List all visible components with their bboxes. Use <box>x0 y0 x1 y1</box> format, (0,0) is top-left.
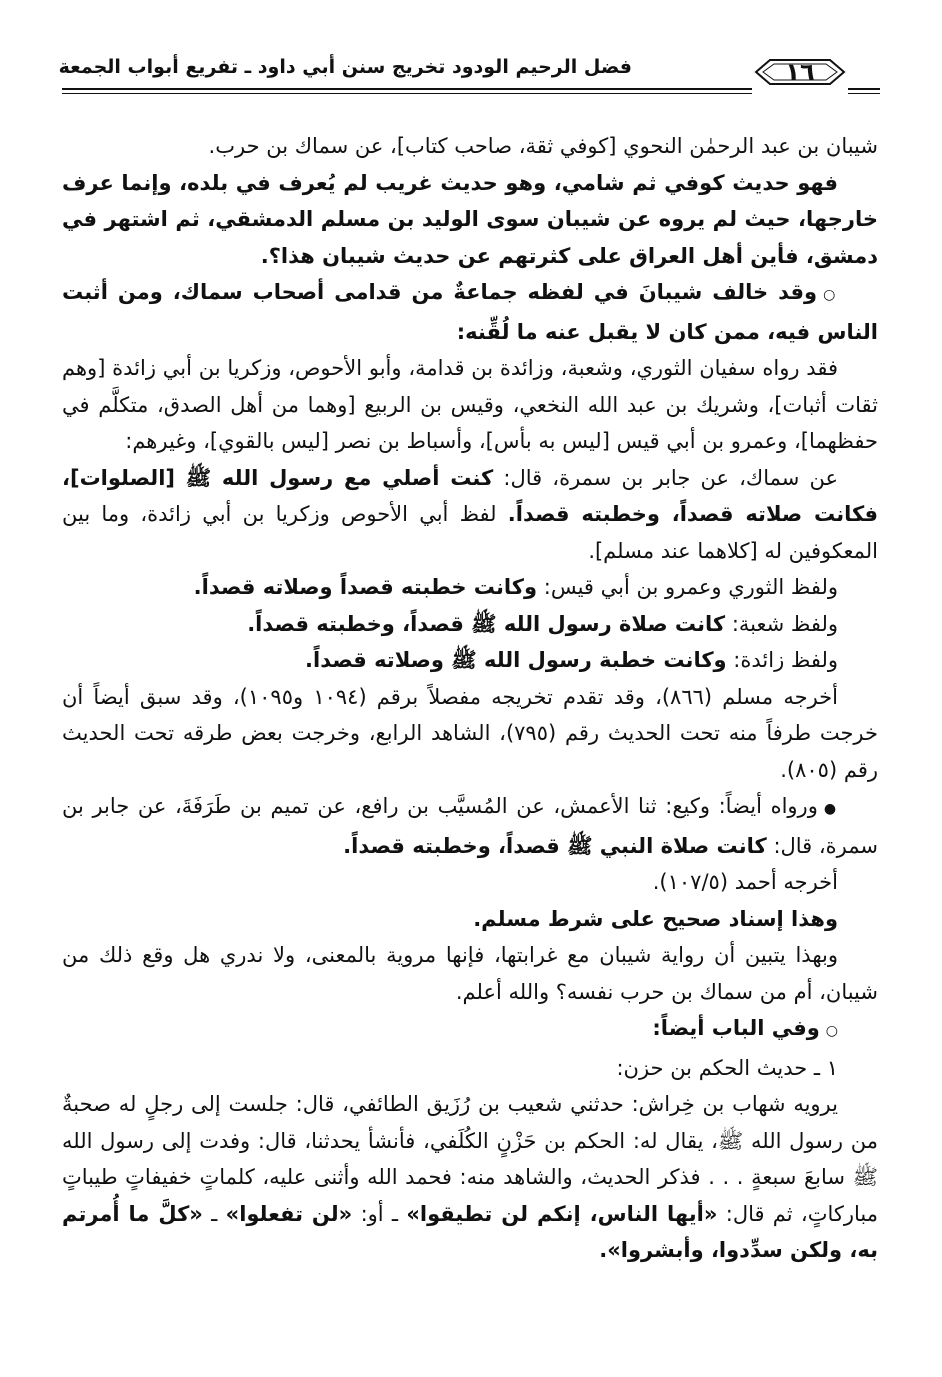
paragraph: شيبان بن عبد الرحمٰن النحوي [كوفي ثقة، صاحب كتاب]، عن سماك بن حرب. <box>208 134 878 158</box>
header-rule <box>62 93 752 94</box>
paragraph: أخرجه مسلم (٨٦٦)، وقد تقدم تخريجه مفصلاً برقم (١٠٩٤ و١٠٩٥)، وقد سبق أيضاً أن خرجت طرفاً منه تحت الحديث رقم (٧٩٥)، الشاهد الرابع، وخرجت بعض طرقه تحت الحديث رقم (٨٠٥). <box>62 684 878 782</box>
paragraph: يرويه شهاب بن خِراش: حدثني شعيب بن رُزَيق الطائفي، قال: جلست إلى رجلٍ له صحبةٌ من رسول الله ﷺ، يقال له: الحكم بن حَزْنٍ الكُلَفي، فأنشأ يحدثنا، قال: وفدت إلى رسول الله ﷺ سابعَ سبعةٍ . . . فذكر الحديث، والشاهد منه: فحمد الله وأثنى عليه، كلماتٍ خفيفاتٍ طيباتٍ مباركاتٍ، ثم قال: «أيها الناس، إنكم لن تطيقوا» ـ أو: «لن تفعلوا» ـ «كلَّ ما أُمرتم به، ولكن سدِّدوا، وأبشروا». <box>62 1092 878 1262</box>
paragraph: أخرجه أحمد (١٠٧/٥). <box>652 870 838 894</box>
header-rule <box>848 88 880 90</box>
page-number-ornament <box>752 52 848 92</box>
page-number: ١٦ <box>785 58 815 86</box>
paragraph: فهو حديث كوفي ثم شامي، وهو حديث غريب لم يُعرف في بلده، وإنما عرف خارجها، حيث لم يروه عن شيبان سوى الوليد بن مسلم الدمشقي، ثم اشتهر في دمشق، فأين أهل العراق على كثرتهم عن حديث شيبان هذا؟. <box>62 170 878 268</box>
header-rule <box>62 88 752 90</box>
subsection-heading: ١ ـ حديث الحكم بن حزن: <box>616 1055 838 1080</box>
circle-bullet-icon: ○ <box>823 287 838 303</box>
section-heading: ○وفي الباب أيضاً: <box>652 1016 838 1040</box>
paragraph: ولفظ شعبة: كانت صلاة رسول الله ﷺ قصداً، وخطبته قصداً. <box>247 611 838 636</box>
paragraph: عن سماك، عن جابر بن سمرة، قال: كنت أصلي مع رسول الله ﷺ [الصلوات]، فكانت صلاته قصداً، وخطبته قصداً. لفظ أبي الأحوص وزكريا بن أبي زائدة، وما بين المعكوفين له [كلاهما عند مسلم]. <box>62 465 878 563</box>
header-rule <box>848 93 880 94</box>
paragraph: فقد رواه سفيان الثوري، وشعبة، وزائدة بن قدامة، وأبو الأحوص، وزكريا بن أبي زائدة [وهم ثقات أثبات]، وشريك بن عبد الله النخعي، وقيس بن الربيع [وهما من أهل الصدق، متكلَّم في حفظهما]، وعمرو بن أبي قيس [ليس به بأس]، وأسباط بن نصر [ليس بالقوي]، وغيرهم: <box>62 356 878 453</box>
main-text <box>62 128 878 1269</box>
running-title: فضل الرحيم الودود تخريج سنن أبي داود ـ تفريع أبواب الجمعة <box>58 56 632 78</box>
page-header <box>58 52 880 102</box>
paragraph: ○وقد خالف شيبانَ في لفظه جماعةٌ من قدامى أصحاب سماك، ومن أثبت الناس فيه، ممن كان لا يقبل عنه ما لُقِّنه: <box>62 280 878 344</box>
filled-bullet-icon: ● <box>823 801 839 817</box>
paragraph: وبهذا يتبين أن رواية شيبان مع غرابتها، فإنها مروية بالمعنى، ولا ندري هل وقع ذلك من شيبان، أم من سماك بن حرب نفسه؟ والله أعلم. <box>62 943 878 1004</box>
paragraph: ولفظ زائدة: وكانت خطبة رسول الله ﷺ وصلاته قصداً. <box>305 648 838 672</box>
paragraph: وهذا إسناد صحيح على شرط مسلم. <box>473 906 838 931</box>
paragraph: ●ورواه أيضاً: وكيع: ثنا الأعمش، عن المُسيَّب بن رافع، عن تميم بن طَرَفَةَ، عن جابر بن سمرة، قال: كانت صلاة النبي ﷺ قصداً، وخطبته قصداً. <box>62 794 878 858</box>
circle-bullet-icon: ○ <box>825 1023 838 1039</box>
paragraph: ولفظ الثوري وعمرو بن أبي قيس: وكانت خطبته قصداً وصلاته قصداً. <box>193 575 838 599</box>
